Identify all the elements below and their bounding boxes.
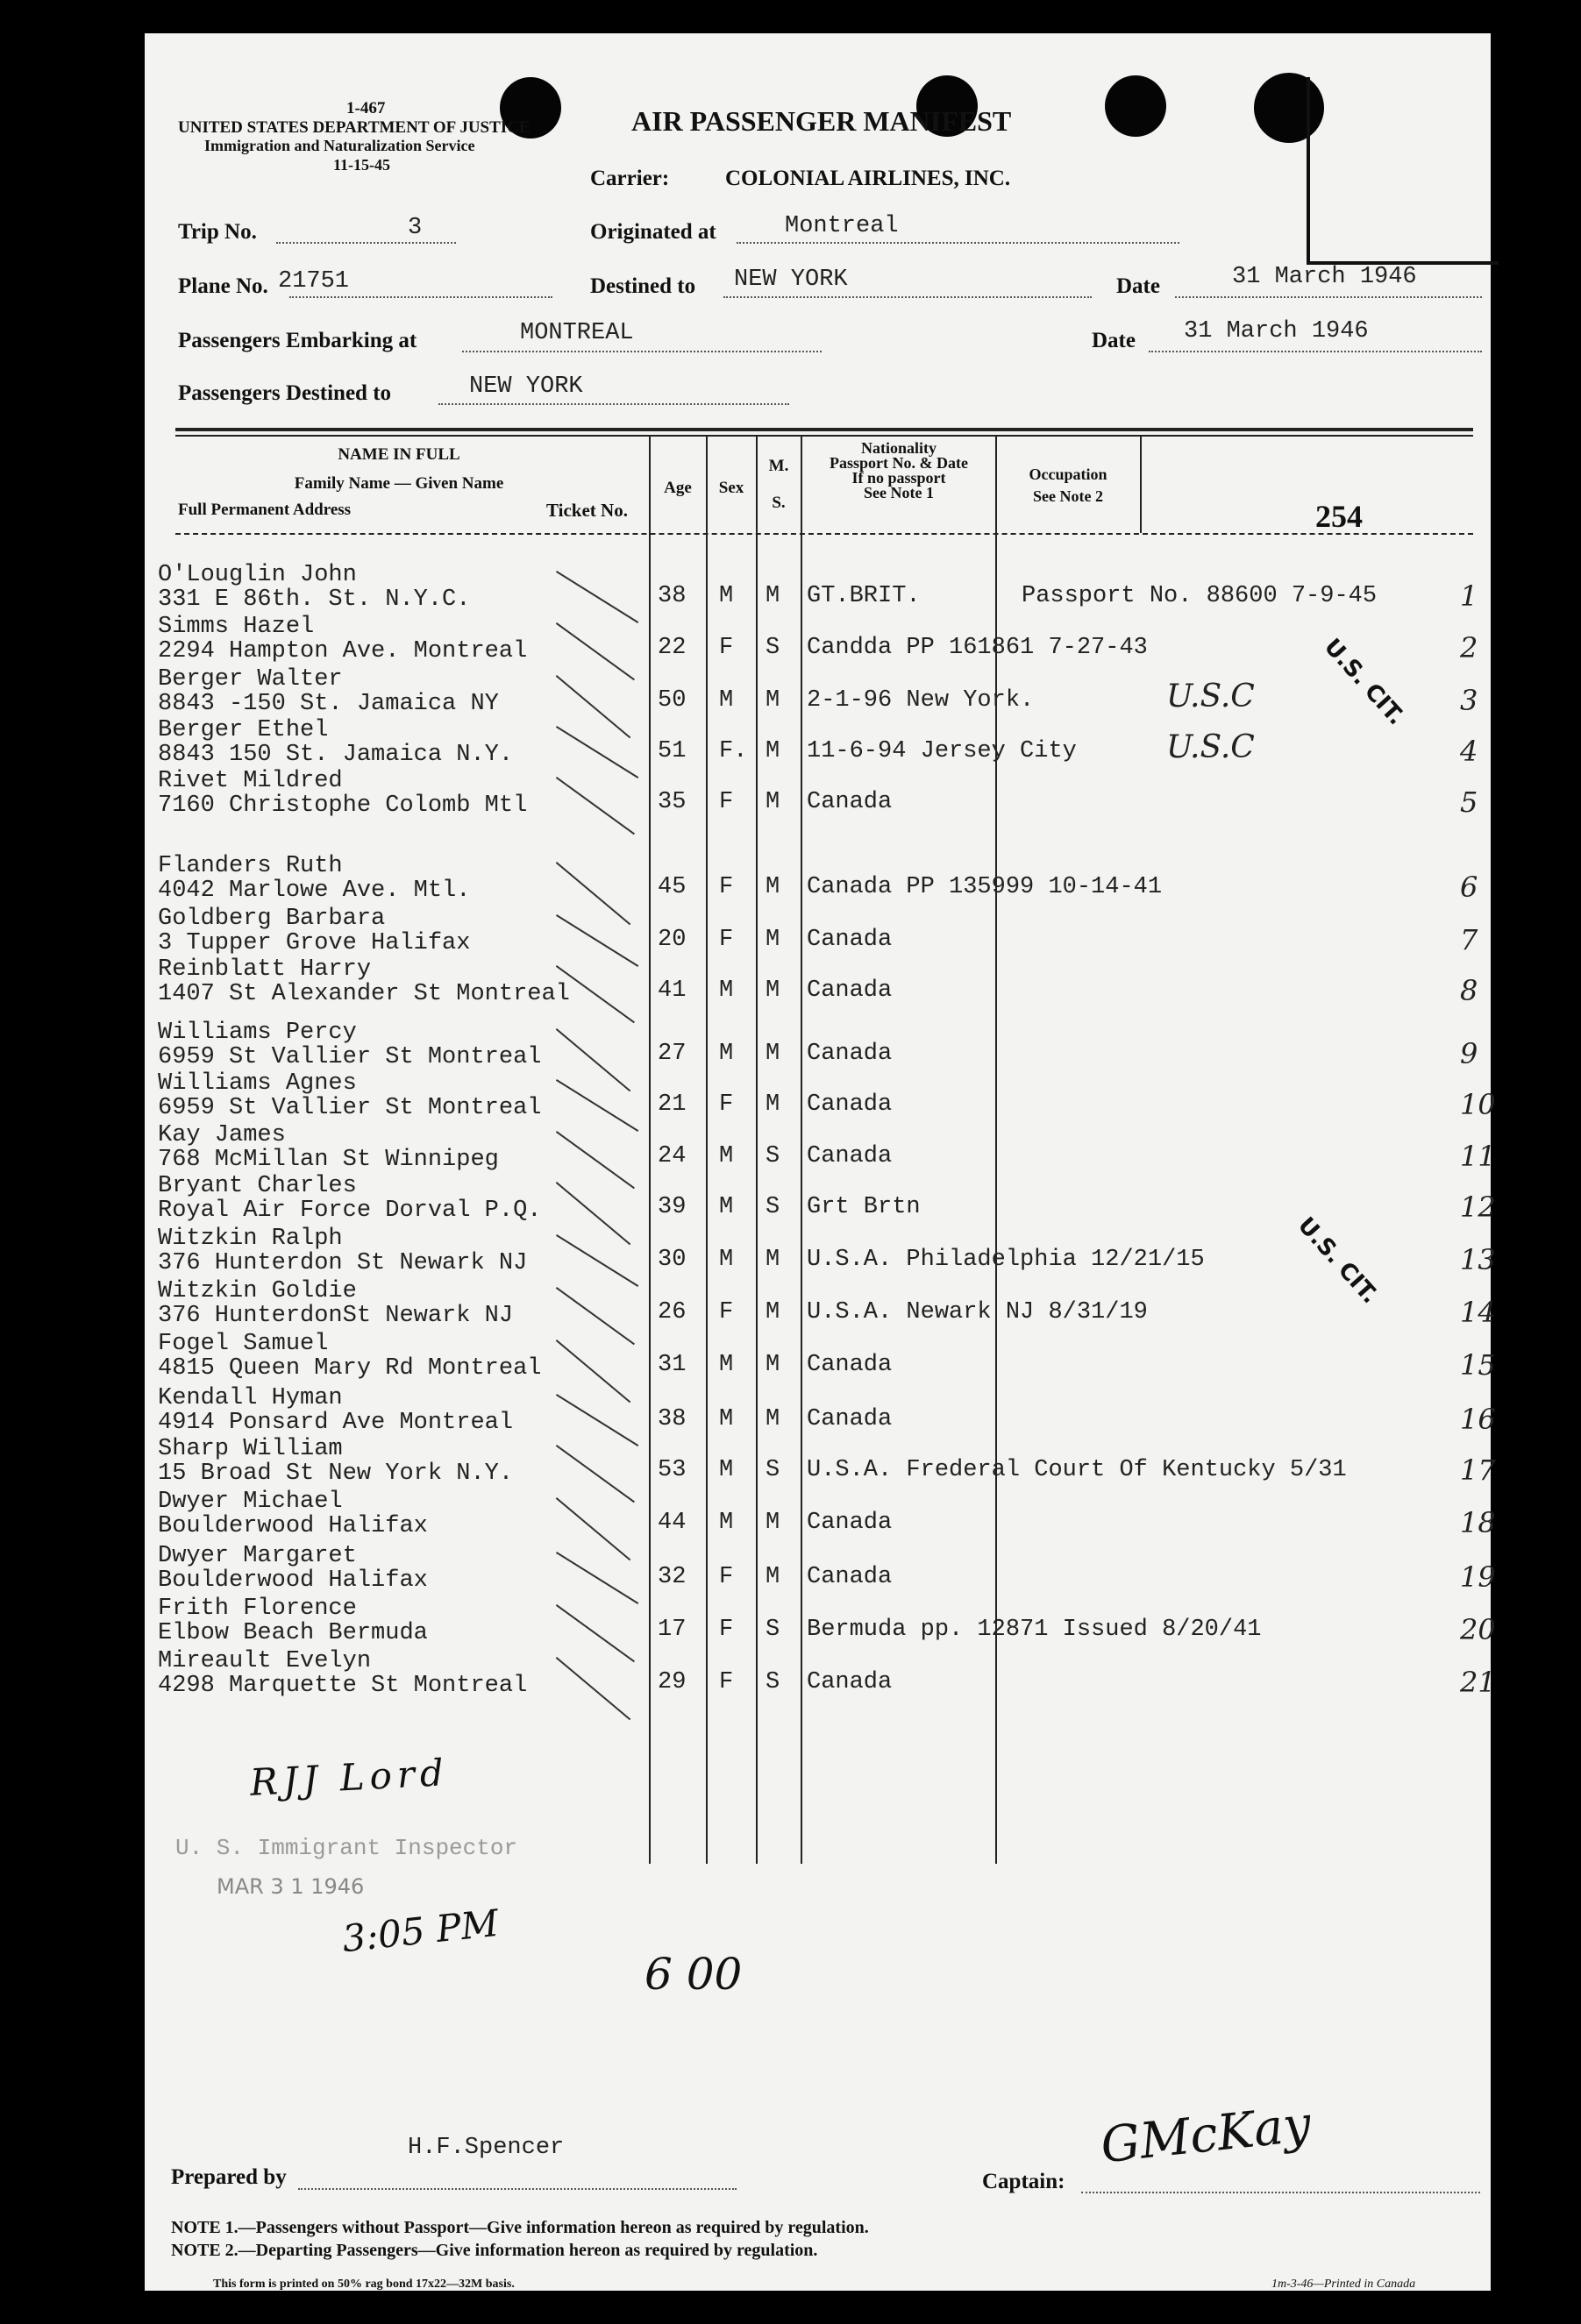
passenger-nationality: 11-6-94 Jersey City (807, 738, 1077, 764)
passenger-address: Boulderwood Halifax (158, 1567, 428, 1594)
destined-label: Destined to (590, 274, 696, 298)
passenger-nationality: 2-1-96 New York. (807, 687, 1035, 714)
passenger-nationality: Bermuda pp. 12871 Issued 8/20/41 (807, 1617, 1262, 1643)
plane-value: 21751 (278, 268, 350, 295)
note-1: NOTE 1.—Passengers without Passport—Give information hereon as required by regulation. (171, 2218, 869, 2237)
passenger-name: Fogel Samuel (158, 1331, 329, 1357)
row-number: 13 (1460, 1243, 1496, 1276)
pax-destined-label: Passengers Destined to (178, 381, 392, 405)
passenger-nationality: Canada PP 135999 10-14-41 (807, 874, 1163, 900)
passenger-sex: M (719, 1041, 734, 1067)
passenger-sex: F (719, 1617, 734, 1643)
row-number: 1 (1460, 579, 1478, 613)
passenger-address: 15 Broad St New York N.Y. (158, 1460, 514, 1487)
row-number: 11 (1460, 1140, 1496, 1173)
passenger-address: Royal Air Force Dorval P.Q. (158, 1198, 542, 1224)
passenger-marital-status: M (766, 1247, 780, 1273)
row-number: 20 (1460, 1613, 1496, 1646)
passenger-age: 29 (658, 1669, 687, 1695)
stamp-time: 3:05 PM (339, 1901, 502, 1961)
passenger-note: Passport No. 88600 7-9-45 (1022, 583, 1378, 609)
passenger-nationality: U.S.A. Newark NJ 8/31/19 (807, 1299, 1148, 1325)
pax-destined-value: NEW YORK (469, 373, 583, 400)
passenger-marital-status: M (766, 583, 780, 609)
passenger-age: 53 (658, 1457, 687, 1483)
header-nationality: Nationality Passport No. & Date If no passport See Note 1 (830, 439, 968, 501)
passenger-marital-status: S (766, 1143, 780, 1169)
passenger-nationality: Candda PP 161861 7-27-43 (807, 635, 1148, 661)
passenger-age: 45 (658, 874, 687, 900)
passenger-marital-status: M (766, 1091, 780, 1118)
row-number: 21 (1460, 1666, 1496, 1699)
originated-value: Montreal (785, 213, 899, 239)
passenger-age: 21 (658, 1091, 687, 1118)
passenger-name: Kay James (158, 1122, 286, 1148)
destined-value: NEW YORK (734, 267, 848, 293)
captain-signature: GMcKay (1098, 2095, 1314, 2175)
prepared-value: H.F.Spencer (408, 2135, 565, 2161)
check-mark (556, 777, 635, 835)
passenger-marital-status: M (766, 927, 780, 953)
punch-hole-3 (1105, 75, 1166, 137)
passenger-marital-status: M (766, 1406, 780, 1432)
department: UNITED STATES DEPARTMENT OF JUSTICE (178, 118, 531, 137)
passenger-sex: M (719, 583, 734, 609)
passenger-name: O'Louglin John (158, 562, 357, 588)
passenger-address: 6959 St Vallier St Montreal (158, 1095, 542, 1121)
passenger-marital-status: S (766, 1194, 780, 1220)
passenger-address: 376 Hunterdon St Newark NJ (158, 1250, 528, 1276)
passenger-address: 4042 Marlowe Ave. Mtl. (158, 878, 471, 904)
passenger-address: 3 Tupper Grove Halifax (158, 930, 471, 956)
check-mark (556, 1028, 631, 1091)
passenger-address: 4298 Marquette St Montreal (158, 1673, 528, 1699)
passenger-marital-status: M (766, 1299, 780, 1325)
service: Immigration and Naturalization Service (204, 137, 475, 154)
passenger-nationality: Canada (807, 1041, 893, 1067)
passenger-address: 1407 St Alexander St Montreal (158, 981, 570, 1007)
note-2: NOTE 2.—Departing Passengers—Give information hereon as required by regulation. (171, 2241, 818, 2260)
corner-box (1307, 77, 1499, 265)
passenger-sex: M (719, 1510, 734, 1536)
passenger-name: Mireault Evelyn (158, 1648, 372, 1674)
passenger-address: 768 McMillan St Winnipeg (158, 1147, 499, 1173)
check-mark (556, 1340, 631, 1403)
passenger-age: 31 (658, 1352, 687, 1378)
header-sex: Sex (718, 479, 744, 497)
print-note: This form is printed on 50% rag bond 17x22—32M basis. (213, 2278, 515, 2291)
originated-label: Originated at (590, 220, 716, 244)
passenger-name: Berger Walter (158, 666, 343, 693)
check-mark (556, 1497, 631, 1560)
passenger-age: 38 (658, 1406, 687, 1432)
passenger-name: Goldberg Barbara (158, 906, 386, 932)
passenger-nationality: Canada (807, 1143, 893, 1169)
row-number: 3 (1460, 684, 1478, 717)
passenger-age: 17 (658, 1617, 687, 1643)
form-title: AIR PASSENGER MANIFEST (631, 105, 1012, 137)
page-number: 254 (1315, 499, 1363, 534)
check-mark (556, 1657, 631, 1720)
passenger-nationality: U.S.A. Frederal Court Of Kentucky 5/31 (807, 1457, 1347, 1483)
check-mark (556, 571, 638, 623)
passenger-sex: F (719, 789, 734, 815)
row-number: 12 (1460, 1190, 1496, 1224)
check-mark (556, 1394, 638, 1446)
passenger-marital-status: M (766, 738, 780, 764)
passenger-age: 26 (658, 1299, 687, 1325)
plane-label: Plane No. (178, 274, 268, 298)
passenger-name: Reinblatt Harry (158, 956, 372, 983)
passenger-marital-status: M (766, 1041, 780, 1067)
passenger-nationality: Canada (807, 1510, 893, 1536)
passenger-name: Dwyer Michael (158, 1489, 343, 1515)
passenger-marital-status: M (766, 1564, 780, 1590)
check-mark (556, 1604, 635, 1662)
passenger-nationality: Canada (807, 1352, 893, 1378)
passenger-marital-status: S (766, 1457, 780, 1483)
check-mark (556, 675, 631, 738)
row-number: 15 (1460, 1348, 1496, 1382)
passenger-note: U.S.C (1166, 729, 1255, 765)
check-mark (556, 1182, 631, 1245)
passenger-age: 24 (658, 1143, 687, 1169)
passenger-age: 32 (658, 1564, 687, 1590)
carrier-value: COLONIAL AIRLINES, INC. (725, 167, 1011, 190)
passenger-age: 39 (658, 1194, 687, 1220)
passenger-sex: M (719, 1406, 734, 1432)
trip-value: 3 (408, 215, 423, 241)
header-name-sub: Family Name — Given Name (294, 474, 504, 493)
passenger-marital-status: M (766, 1352, 780, 1378)
passenger-nationality: Canada (807, 977, 893, 1004)
passenger-address: 8843 -150 St. Jamaica NY (158, 691, 499, 717)
passenger-marital-status: S (766, 1617, 780, 1643)
passenger-age: 41 (658, 977, 687, 1004)
passenger-age: 50 (658, 687, 687, 714)
date-label: Date (1116, 274, 1160, 298)
header-name-title: NAME IN FULL (338, 445, 460, 464)
passenger-nationality: GT.BRIT. (807, 583, 921, 609)
inspector-stamp: U. S. Immigrant Inspector (175, 1835, 518, 1861)
row-number: 7 (1460, 923, 1478, 956)
passenger-count: 6 00 (645, 1949, 743, 2000)
passenger-sex: M (719, 1247, 734, 1273)
passenger-name: Williams Agnes (158, 1070, 357, 1097)
passenger-nationality: Canada (807, 1406, 893, 1432)
row-number: 5 (1460, 785, 1478, 819)
passenger-name: Berger Ethel (158, 717, 329, 743)
passenger-name: Flanders Ruth (158, 853, 343, 879)
passenger-address: 376 HunterdonSt Newark NJ (158, 1303, 514, 1329)
passenger-marital-status: M (766, 1510, 780, 1536)
embark-date-value: 31 March 1946 (1184, 318, 1369, 345)
row-number: 16 (1460, 1403, 1496, 1436)
passenger-marital-status: M (766, 977, 780, 1004)
printed-in: 1m-3-46—Printed in Canada (1271, 2278, 1416, 2291)
us-cit-stamp-2: U.S. CIT. (1292, 1212, 1384, 1310)
passenger-name: Sharp William (158, 1436, 343, 1462)
passenger-address: 331 E 86th. St. N.Y.C. (158, 586, 471, 613)
row-number: 10 (1460, 1088, 1496, 1121)
passenger-age: 51 (658, 738, 687, 764)
passenger-sex: F (719, 874, 734, 900)
passenger-sex: F (719, 1091, 734, 1118)
passenger-sex: M (719, 977, 734, 1004)
passenger-address: 4815 Queen Mary Rd Montreal (158, 1355, 542, 1382)
check-mark (556, 1287, 635, 1345)
check-mark (556, 622, 635, 680)
header-occupation: Occupation See Note 2 (1029, 466, 1107, 505)
embark-date-label: Date (1092, 329, 1136, 352)
passenger-name: Dwyer Margaret (158, 1543, 357, 1569)
prepared-label: Prepared by (171, 2165, 287, 2189)
passenger-marital-status: M (766, 789, 780, 815)
check-mark (556, 862, 631, 925)
passenger-sex: F (719, 927, 734, 953)
passenger-sex: M (719, 1143, 734, 1169)
passenger-nationality: Canada (807, 1669, 893, 1695)
passenger-sex: M (719, 1352, 734, 1378)
form-number: 1-467 (346, 99, 386, 117)
passenger-nationality: Canada (807, 1091, 893, 1118)
passenger-name: Bryant Charles (158, 1173, 357, 1199)
us-cit-stamp-1: U.S. CIT. (1318, 633, 1410, 731)
passenger-sex: M (719, 1457, 734, 1483)
passenger-nationality: Canada (807, 789, 893, 815)
row-number: 18 (1460, 1506, 1496, 1539)
passenger-name: Witzkin Goldie (158, 1278, 357, 1304)
check-mark (556, 1445, 635, 1503)
passenger-nationality: Grt Brtn (807, 1194, 921, 1220)
row-number: 8 (1460, 974, 1478, 1007)
header-ticket: Ticket No. (546, 500, 628, 521)
passenger-age: 38 (658, 583, 687, 609)
passenger-address: 4914 Ponsard Ave Montreal (158, 1410, 514, 1436)
passenger-sex: F (719, 635, 734, 661)
passenger-marital-status: M (766, 687, 780, 714)
passenger-name: Kendall Hyman (158, 1385, 343, 1411)
row-number: 2 (1460, 631, 1478, 665)
passenger-age: 22 (658, 635, 687, 661)
check-mark (556, 1131, 635, 1189)
passenger-address: 7160 Christophe Colomb Mtl (158, 792, 528, 819)
passenger-name: Frith Florence (158, 1596, 357, 1622)
check-mark (556, 1552, 638, 1604)
embarking-value: MONTREAL (520, 320, 634, 346)
header-address: Full Permanent Address (178, 501, 352, 519)
row-number: 19 (1460, 1560, 1496, 1594)
passenger-address: 2294 Hampton Ave. Montreal (158, 638, 528, 665)
row-number: 6 (1460, 871, 1478, 904)
passenger-age: 44 (658, 1510, 687, 1536)
passenger-age: 20 (658, 927, 687, 953)
passenger-address: 6959 St Vallier St Montreal (158, 1044, 542, 1070)
passenger-sex: F (719, 1299, 734, 1325)
form-date-code: 11-15-45 (333, 156, 390, 174)
passenger-marital-status: M (766, 874, 780, 900)
passenger-marital-status: S (766, 635, 780, 661)
passenger-nationality: U.S.A. Philadelphia 12/21/15 (807, 1247, 1205, 1273)
passenger-sex: F (719, 1669, 734, 1695)
passenger-nationality: Canada (807, 927, 893, 953)
row-number: 17 (1460, 1453, 1496, 1487)
date-value: 31 March 1946 (1232, 264, 1417, 290)
carrier-label: Carrier: (590, 167, 670, 190)
passenger-sex: F. (719, 738, 748, 764)
passenger-sex: M (719, 687, 734, 714)
passenger-sex: F (719, 1564, 734, 1590)
passenger-age: 27 (658, 1041, 687, 1067)
inspector-signature: RJJ Lord (248, 1751, 450, 1804)
passenger-nationality: Canada (807, 1564, 893, 1590)
passenger-age: 35 (658, 789, 687, 815)
header-age: Age (664, 479, 692, 497)
embarking-label: Passengers Embarking at (178, 329, 417, 352)
passenger-address: 8843 150 St. Jamaica N.Y. (158, 742, 514, 768)
header-ms-s: S. (772, 494, 786, 512)
manifest-page (145, 33, 1496, 2291)
passenger-address: Elbow Beach Bermuda (158, 1620, 428, 1646)
passenger-sex: M (719, 1194, 734, 1220)
captain-label: Captain: (982, 2170, 1065, 2193)
row-number: 14 (1460, 1296, 1496, 1329)
header-ms-m: M. (768, 457, 789, 475)
passenger-name: Rivet Mildred (158, 768, 343, 794)
passenger-note: U.S.C (1166, 679, 1255, 714)
row-number: 9 (1460, 1037, 1478, 1070)
passenger-name: Williams Percy (158, 1020, 357, 1046)
row-number: 4 (1460, 735, 1478, 768)
stamp-date: MAR 3 1 1946 (217, 1874, 365, 1899)
trip-label: Trip No. (178, 220, 257, 244)
passenger-marital-status: S (766, 1669, 780, 1695)
passenger-age: 30 (658, 1247, 687, 1273)
passenger-name: Simms Hazel (158, 614, 315, 640)
passenger-name: Witzkin Ralph (158, 1226, 343, 1252)
passenger-address: Boulderwood Halifax (158, 1513, 428, 1539)
